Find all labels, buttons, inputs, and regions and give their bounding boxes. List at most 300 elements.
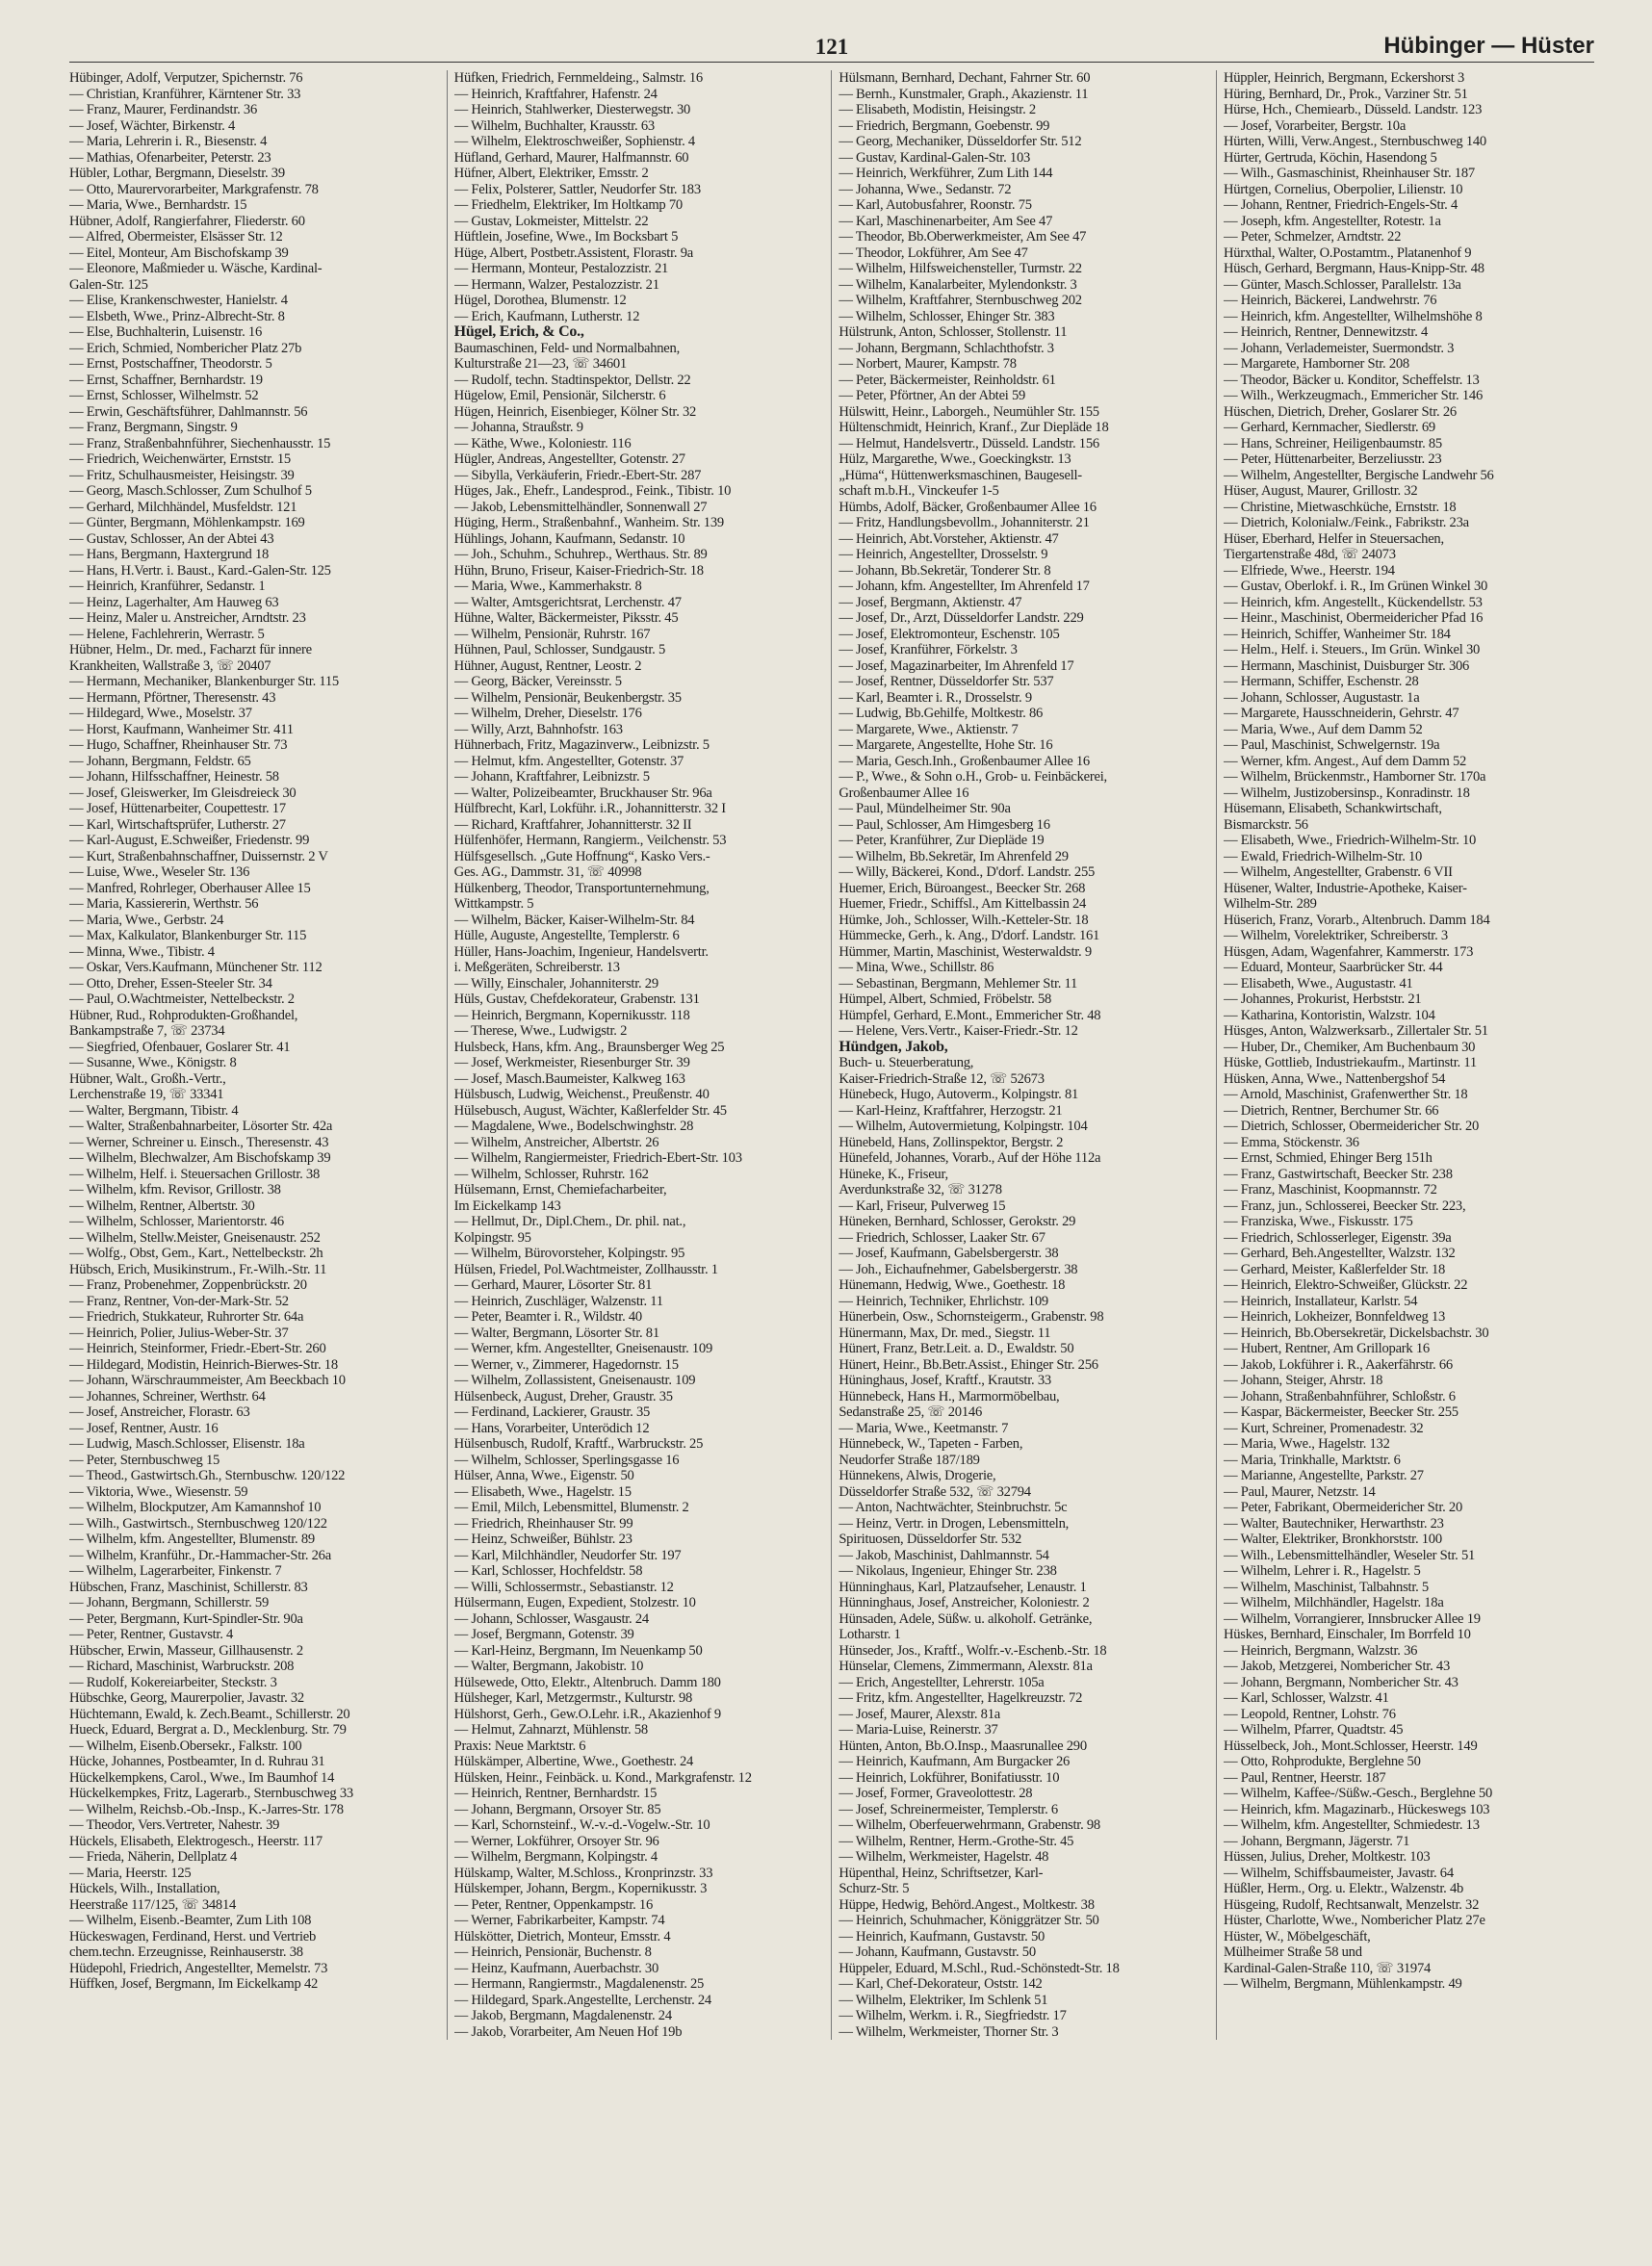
directory-entry: — Joseph, kfm. Angestellter, Rotestr. 1a (1223, 213, 1441, 229)
directory-entry: — Rudolf, techn. Stadtinspektor, Dellstr. 22 (453, 372, 691, 388)
directory-entry: — Wilhelm, Lehrer i. R., Hagelstr. 5 (1223, 1563, 1421, 1579)
directory-entry: Hückels, Wilh., Installation, (69, 1881, 220, 1896)
directory-entry: — Maria, Trinkhalle, Marktstr. 6 (1223, 1452, 1401, 1468)
directory-entry: — Heinz, Schweißer, Bühlstr. 23 (453, 1532, 632, 1547)
directory-entry: — Friedhelm, Elektriker, Im Holtkamp 70 (453, 197, 683, 213)
directory-entry: Hübler, Lothar, Bergmann, Dieselstr. 39 (69, 166, 285, 181)
directory-entry: — Georg, Bäcker, Vereinsstr. 5 (453, 674, 622, 689)
directory-entry: — Johann, kfm. Angestellter, Im Ahrenfeld 17 (839, 579, 1090, 594)
directory-entry: — Hugo, Schaffner, Rheinhauser Str. 73 (69, 737, 288, 753)
directory-entry: — Johann, Bergmann, Orsoyer Str. 85 (453, 1801, 661, 1817)
directory-entry: — Wilhelm, Schlosser, Marientorstr. 46 (69, 1214, 284, 1229)
directory-entry: — Theodor, Vers.Vertreter, Nahestr. 39 (69, 1817, 280, 1833)
directory-entry: — Wilh., Werkzeugmach., Emmericher Str. 146 (1223, 388, 1483, 403)
directory-entry: — Wilhelm, Pensionär, Ruhrstr. 167 (453, 626, 651, 642)
directory-entry: Hülser, Anna, Wwe., Eigenstr. 50 (453, 1468, 634, 1483)
directory-entry: Hübner, Rud., Rohprodukten-Großhandel, (69, 1007, 298, 1023)
directory-entry: Hüsgeing, Rudolf, Rechtsanwalt, Menzelstr. 32 (1223, 1896, 1480, 1913)
directory-entry: — Heinrich, Kaufmann, Am Burgacker 26 (839, 1754, 1071, 1769)
directory-entry: — Gustav, Oberlokf. i. R., Im Grünen Winkel 30 (1223, 579, 1488, 594)
directory-entry: — Theodor, Bb.Oberwerkmeister, Am See 47 (839, 229, 1087, 245)
directory-entry: — Wilhelm, Elektroschweißer, Sophienstr. 4 (453, 134, 695, 149)
directory-entry: — Franz, Maurer, Ferdinandstr. 36 (69, 102, 258, 117)
directory-entry: — Sibylla, Verkäuferin, Friedr.-Ebert-Str. 287 (453, 467, 702, 483)
directory-entry: — Wilhelm, Schiffsbaumeister, Javastr. 64 (1223, 1865, 1454, 1881)
directory-entry: — Wilhelm, Kraftfahrer, Sternbuschweg 202 (839, 293, 1082, 308)
directory-entry: Hülsenbusch, Rudolf, Kraftf., Warbruckstr. 25 (453, 1436, 704, 1452)
directory-entry: — Arnold, Maschinist, Grafenwerther Str. 18 (1223, 1087, 1468, 1102)
directory-entry: Hünten, Anton, Bb.O.Insp., Maasrunallee 290 (839, 1738, 1087, 1754)
directory-entry: Hüsch, Gerhard, Bergmann, Haus-Knipp-Str. 48 (1223, 261, 1484, 276)
directory-entry: — Peter, Bergmann, Kurt-Spindler-Str. 90a (69, 1610, 303, 1627)
directory-entry: Hülfsgesellsch. „Gute Hoffnung“, Kasko Vers.- (453, 848, 710, 864)
directory-entry: — Willi, Schlossermstr., Sebastianstr. 12 (453, 1579, 674, 1595)
directory-entry: — Susanne, Wwe., Königstr. 8 (69, 1055, 237, 1070)
directory-entry: Hückelkempkes, Fritz, Lagerarb., Sternbuschweg 33 (69, 1786, 353, 1801)
directory-entry: — Wilhelm, Anstreicher, Albertstr. 26 (453, 1134, 659, 1150)
directory-entry: — Wilhelm, Rentner, Herm.-Grothe-Str. 45 (839, 1833, 1074, 1849)
directory-entry: Hückeswagen, Ferdinand, Herst. und Vertrieb (69, 1928, 317, 1944)
directory-entry: Baumaschinen, Feld- und Normalbahnen, (453, 340, 680, 356)
directory-entry: — Johann, Verlademeister, Suermondstr. 3 (1223, 340, 1455, 356)
directory-entry: — Eitel, Monteur, Am Bischofskamp 39 (69, 245, 289, 261)
directory-entry: Hürten, Willi, Verw.Angest., Sternbuschweg 140 (1223, 134, 1486, 149)
directory-entry: — Heinrich, Bb.Obersekretär, Dickelsbachstr. 30 (1223, 1325, 1489, 1341)
directory-entry: — Paul, Rentner, Heerstr. 187 (1223, 1769, 1386, 1786)
column-divider (831, 70, 832, 2040)
directory-entry: Hültenschmidt, Heinrich, Kranf., Zur Diepläde 18 (839, 420, 1109, 435)
directory-entry: — Josef, Rentner, Austr. 16 (69, 1420, 219, 1436)
directory-entry: — Heinrich, Pensionär, Buchenstr. 8 (453, 1944, 652, 1960)
directory-entry: — Heinrich, Angestellter, Drosselstr. 9 (839, 547, 1048, 562)
directory-entry: Hübschen, Franz, Maschinist, Schillerstr. 83 (69, 1579, 308, 1595)
directory-entry: Bismarckstr. 56 (1223, 816, 1308, 833)
directory-entry: Hümpel, Albert, Schmied, Fröbelstr. 58 (839, 991, 1052, 1007)
directory-entry: — Georg, Masch.Schlosser, Zum Schulhof 5 (69, 483, 312, 499)
directory-entry: — Wolfg., Obst, Gem., Kart., Nettelbeckstr. 2h (69, 1246, 323, 1261)
directory-entry: — Wilhelm, Bäcker, Kaiser-Wilhelm-Str. 84 (453, 912, 695, 928)
directory-entry: — Johann, Schlosser, Wasgaustr. 24 (453, 1610, 649, 1627)
directory-entry: — Wilhelm, Milchhändler, Hagelstr. 18a (1223, 1595, 1444, 1610)
directory-entry: Hüring, Bernhard, Dr., Prok., Varziner Str. 51 (1223, 86, 1468, 102)
directory-entry: Hülfbrecht, Karl, Lokführ. i.R., Johannitterstr. 32 I (453, 801, 726, 816)
directory-entry: — Werner, kfm. Angestellter, Gneisenaustr. 109 (453, 1341, 713, 1356)
directory-entry: — Wilhelm, Angestellter, Grabenstr. 6 VII (1223, 864, 1453, 880)
directory-entry: — Karl, Milchhändler, Neudorfer Str. 197 (453, 1547, 682, 1563)
directory-entry: — Josef, Maurer, Alexstr. 81a (839, 1706, 1000, 1722)
directory-entry: — Heinrich, Lokführer, Bonifatiusstr. 10 (839, 1769, 1060, 1786)
directory-entry: Hüppeler, Eduard, M.Schl., Rud.-Schönstedt-Str. 18 (839, 1960, 1120, 1976)
directory-entry: Schurz-Str. 5 (839, 1881, 910, 1896)
directory-entry: — Richard, Kraftfahrer, Johannitterstr. 32 II (453, 816, 692, 833)
directory-entry: — Walter, Bergmann, Jakobistr. 10 (453, 1659, 644, 1674)
directory-entry: — Manfred, Rohrleger, Oberhauser Allee 15 (69, 880, 311, 896)
directory-entry: Hündgen, Jakob, (839, 1039, 948, 1055)
directory-entry: — Gerhard, Milchhändel, Musfeldstr. 121 (69, 499, 297, 515)
directory-entry: Sedanstraße 25, ☏ 20146 (839, 1404, 982, 1420)
directory-entry: — Karl, Wirtschaftsprüfer, Lutherstr. 27 (69, 816, 286, 833)
directory-entry: chem.techn. Erzeugnisse, Reinhauserstr. 38 (69, 1944, 303, 1960)
directory-entry: Hünert, Franz, Betr.Leit. a. D., Ewaldstr. 50 (839, 1341, 1074, 1356)
directory-entry: Hüserich, Franz, Vorarb., Altenbruch. Damm 184 (1223, 912, 1490, 928)
directory-entry: — Emil, Milch, Lebensmittel, Blumenstr. 2 (453, 1500, 689, 1515)
directory-entry: — Franz, Rentner, Von-der-Mark-Str. 52 (69, 1293, 289, 1309)
directory-entry: — Hans, H.Vertr. i. Baust., Kard.-Galen-Str. 125 (69, 562, 331, 579)
directory-entry: — Wilhelm, Stellw.Meister, Gneisenaustr. 252 (69, 1229, 321, 1246)
directory-entry: — Wilhelm, Werkmeister, Thorner Str. 3 (839, 2023, 1059, 2040)
directory-entry: — Heinrich, Kranführer, Sedanstr. 1 (69, 579, 266, 594)
directory-entry: Hügel, Erich, & Co., (453, 324, 584, 340)
directory-entry: Hüffken, Josef, Bergmann, Im Eickelkamp 42 (69, 1976, 319, 1992)
directory-entry: — Huber, Dr., Chemiker, Am Buchenbaum 30 (1223, 1039, 1476, 1055)
directory-entry: Hürse, Hch., Chemiearb., Düsseld. Landstr. 123 (1223, 102, 1483, 117)
directory-entry: — Karl, Maschinenarbeiter, Am See 47 (839, 213, 1053, 229)
directory-entry: — Hubert, Rentner, Am Grillopark 16 (1223, 1341, 1430, 1356)
directory-entry: Großenbaumer Allee 16 (839, 785, 969, 801)
directory-entry: — Wilhelm, Schlosser, Sperlingsgasse 16 (453, 1452, 680, 1468)
directory-entry: — Wilhelm, Buchhalter, Krausstr. 63 (453, 117, 655, 134)
directory-entry: — Otto, Rohprodukte, Berglehne 50 (1223, 1754, 1421, 1769)
directory-entry: — Siegfried, Ofenbauer, Goslarer Str. 41 (69, 1039, 291, 1055)
directory-entry: — Erich, Kaufmann, Lutherstr. 12 (453, 308, 640, 324)
directory-entry: — Elfriede, Wwe., Heerstr. 194 (1223, 562, 1395, 579)
directory-entry: Hülsermann, Eugen, Expedient, Stolzestr. 10 (453, 1595, 696, 1610)
directory-entry: Hünselar, Clemens, Zimmermann, Alexstr. 81a (839, 1659, 1093, 1674)
directory-entry: — Gustav, Lokmeister, Mittelstr. 22 (453, 213, 649, 229)
directory-entry: — Emma, Stöckenstr. 36 (1223, 1134, 1359, 1150)
directory-entry: — Peter, Kranführer, Zur Diepläde 19 (839, 833, 1045, 848)
directory-entry: Hülswitt, Heinr., Laborgeh., Neumühler Str. 155 (839, 403, 1099, 420)
directory-entry: — Maria, Wwe., Auf dem Damm 52 (1223, 721, 1423, 737)
directory-entry: — P., Wwe., & Sohn o.H., Grob- u. Feinbäckerei, (839, 769, 1107, 785)
directory-entry: — Gustav, Schlosser, An der Abtei 43 (69, 530, 274, 547)
directory-entry: Hülsbusch, Ludwig, Weichenst., Preußenstr. 40 (453, 1087, 710, 1102)
directory-entry: Krankheiten, Wallstraße 3, ☏ 20407 (69, 657, 271, 674)
directory-entry: Hülkenberg, Theodor, Transportunternehmung, (453, 880, 710, 896)
directory-entry: — Maria, Heerstr. 125 (69, 1865, 192, 1881)
directory-entry: — Peter, Schmelzer, Arndtstr. 22 (1223, 229, 1402, 245)
directory-entry: Hülstrunk, Anton, Schlosser, Stollenstr. 11 (839, 324, 1068, 340)
directory-entry: — Maria, Kassiererin, Werthstr. 56 (69, 896, 259, 912)
directory-entry: Hübscher, Erwin, Masseur, Gillhausenstr. 2 (69, 1642, 303, 1659)
directory-entry: Praxis: Neue Marktstr. 6 (453, 1738, 586, 1754)
directory-entry: — Heinrich, Polier, Julius-Weber-Str. 37 (69, 1325, 289, 1341)
directory-entry: — Elisabeth, Wwe., Friedrich-Wilhelm-Str. 10 (1223, 833, 1477, 848)
directory-entry: — Heinrich, Steinformer, Friedr.-Ebert-Str. 260 (69, 1341, 326, 1356)
directory-entry: — Wilhelm, Oberfeuerwehrmann, Grabenstr. 98 (839, 1817, 1100, 1833)
directory-entry: schaft m.b.H., Vinckeufer 1-5 (839, 483, 999, 499)
directory-entry: Hülskötter, Dietrich, Monteur, Emsstr. 4 (453, 1928, 671, 1944)
directory-entry: — Richard, Maschinist, Warbruckstr. 208 (69, 1659, 295, 1674)
directory-entry: — Heinrich, Bäckerei, Landwehrstr. 76 (1223, 293, 1437, 308)
directory-entry: Kolpingstr. 95 (453, 1229, 531, 1246)
directory-entry: — Josef, Dr., Arzt, Düsseldorfer Landstr. 229 (839, 610, 1084, 626)
directory-entry: Galen-Str. 125 (69, 276, 148, 293)
directory-entry: — Gustav, Kardinal-Galen-Str. 103 (839, 149, 1031, 166)
directory-entry: — Anton, Nachtwächter, Steinbruchstr. 5c (839, 1500, 1068, 1515)
directory-entry: Hülsheger, Karl, Metzgermstr., Kulturstr. 98 (453, 1690, 693, 1706)
directory-entry: Hüppe, Hedwig, Behörd.Angest., Moltkestr. 38 (839, 1896, 1095, 1913)
directory-entry: Hücke, Johannes, Postbeamter, In d. Ruhrau 31 (69, 1754, 325, 1769)
directory-entry: — Wilhelm, Schlosser, Ehinger Str. 383 (839, 308, 1055, 324)
directory-entry: — Friedrich, Schlosserleger, Eigenstr. 39a (1223, 1229, 1452, 1246)
directory-entry: — Johannes, Prokurist, Herbststr. 21 (1223, 991, 1422, 1007)
directory-entry: — Wilhelm, Eisenb.-Beamter, Zum Lith 108 (69, 1913, 312, 1928)
directory-entry: — Otto, Dreher, Essen-Steeler Str. 34 (69, 975, 272, 991)
directory-entry: Hülsebusch, August, Wächter, Kaßlerfelder Str. 45 (453, 1102, 727, 1119)
directory-entry: Hülsewede, Otto, Elektr., Altenbruch. Damm 180 (453, 1674, 721, 1690)
directory-entry: — Wilhelm, Rentner, Albertstr. 30 (69, 1197, 255, 1214)
directory-entry: — Käthe, Wwe., Koloniestr. 116 (453, 435, 632, 451)
directory-entry: — Wilh., Gasmaschinist, Rheinhauser Str. 187 (1223, 166, 1475, 181)
directory-entry: — Erwin, Geschäftsführer, Dahlmannstr. 56 (69, 403, 308, 420)
directory-entry: — Johann, Bergmann, Feldstr. 65 (69, 753, 251, 769)
directory-entry: Hülskamp, Walter, M.Schloss., Kronprinzstr. 33 (453, 1865, 713, 1881)
directory-entry: — Karl, Schlosser, Walzstr. 41 (1223, 1690, 1389, 1706)
directory-entry: Hülsenbeck, August, Dreher, Graustr. 35 (453, 1388, 673, 1404)
directory-entry: — Maria, Wwe., Hagelstr. 132 (1223, 1436, 1390, 1452)
directory-entry: — Wilhelm, Autovermietung, Kolpingstr. 104 (839, 1119, 1088, 1134)
directory-entry: — Wilhelm, Helf. i. Steuersachen Grillostr. 38 (69, 1166, 321, 1182)
directory-entry: Hünert, Heinr., Bb.Betr.Assist., Ehinger Str. 256 (839, 1356, 1098, 1373)
directory-entry: — Else, Buchhalterin, Luisenstr. 16 (69, 324, 262, 340)
directory-entry: — Heinrich, Zuschläger, Walzenstr. 11 (453, 1293, 663, 1309)
directory-entry: — Margarete, Angestellte, Hohe Str. 16 (839, 737, 1053, 753)
directory-entry: — Theodor, Bäcker u. Konditor, Scheffelstr. 13 (1223, 372, 1480, 388)
directory-entry: — Werner, Fabrikarbeiter, Kampstr. 74 (453, 1913, 665, 1928)
directory-entry: Ges. AG., Dammstr. 31, ☏ 40998 (453, 864, 642, 880)
directory-entry: Hühn, Bruno, Friseur, Kaiser-Friedrich-Str. 18 (453, 562, 704, 579)
directory-entry: — Wilhelm, Hilfsweichensteller, Turmstr. 22 (839, 261, 1082, 276)
directory-entry: — Wilhelm, Bürovorsteher, Kolpingstr. 95 (453, 1246, 685, 1261)
directory-entry: — Heinrich, Schuhmacher, Königgrätzer Str. 50 (839, 1913, 1099, 1928)
directory-entry: Hünninghaus, Karl, Platzaufseher, Lenaustr. 1 (839, 1579, 1087, 1595)
directory-entry: — Wilhelm, Justizobersinsp., Konradinstr. 18 (1223, 785, 1470, 801)
directory-entry: Hüsgen, Adam, Wagenfahrer, Kammerstr. 173 (1223, 943, 1474, 960)
directory-entry: — Mina, Wwe., Schillstr. 86 (839, 960, 994, 975)
directory-entry: — Heinrich, Stahlwerker, Diesterwegstr. 30 (453, 102, 691, 117)
directory-entry: — Heinrich, Rentner, Dennewitzstr. 4 (1223, 324, 1429, 340)
directory-entry: — Friedrich, Schlosser, Laaker Str. 67 (839, 1229, 1045, 1246)
directory-entry: Hümbs, Adolf, Bäcker, Großenbaumer Allee 16 (839, 499, 1097, 515)
directory-entry: — Hildegard, Modistin, Heinrich-Bierwes-Str. 18 (69, 1356, 338, 1373)
directory-entry: — Friedrich, Bergmann, Goebenstr. 99 (839, 117, 1050, 134)
directory-entry: — Jakob, Bergmann, Magdalenenstr. 24 (453, 2008, 672, 2023)
directory-entry: — Hellmut, Dr., Dipl.Chem., Dr. phil. nat., (453, 1214, 686, 1229)
directory-entry: — Wilhelm, Werkmeister, Hagelstr. 48 (839, 1849, 1049, 1865)
directory-entry: Hückelkempkens, Carol., Wwe., Im Baumhof 14 (69, 1769, 335, 1786)
directory-entry: — Josef, Anstreicher, Florastr. 63 (69, 1404, 250, 1420)
directory-entry: Hüsemann, Elisabeth, Schankwirtschaft, (1223, 801, 1442, 816)
directory-entry: Im Eickelkamp 143 (453, 1197, 561, 1214)
directory-entry: Hüske, Gottlieb, Industriekaufm., Martinstr. 11 (1223, 1055, 1477, 1070)
directory-entry: — Ernst, Schmied, Ehinger Berg 151h (1223, 1150, 1433, 1166)
directory-entry: — Jakob, Metzgerei, Nombericher Str. 43 (1223, 1659, 1451, 1674)
directory-entry: Hübner, Helm., Dr. med., Facharzt für innere (69, 642, 312, 657)
directory-entry: — Walter, Amtsgerichtsrat, Lerchenstr. 47 (453, 594, 682, 610)
directory-entry: — Hermann, Pförtner, Theresenstr. 43 (69, 689, 276, 706)
directory-entry: Hübner, Walt., Großh.-Vertr., (69, 1070, 226, 1087)
directory-entry: — Hildegard, Wwe., Moselstr. 37 (69, 706, 252, 721)
directory-entry: — Josef, Former, Graveolottestr. 28 (839, 1786, 1033, 1801)
directory-entry: — Gerhard, Beh.Angestellter, Walzstr. 132 (1223, 1246, 1456, 1261)
directory-entry: Hügen, Heinrich, Eisenbieger, Kölner Str. 32 (453, 403, 697, 420)
directory-entry: — Josef, Bergmann, Gotenstr. 39 (453, 1627, 634, 1642)
directory-entry: — Karl, Autobusfahrer, Roonstr. 75 (839, 197, 1032, 213)
directory-entry: — Peter, Rentner, Gustavstr. 4 (69, 1627, 234, 1642)
directory-entry: — Theod., Gastwirtsch.Gh., Sternbuschw. 120/122 (69, 1468, 346, 1483)
directory-entry: — Hermann, Rangiermstr., Magdalenenstr. 25 (453, 1976, 705, 1992)
column-2 (454, 70, 825, 2040)
directory-entry: — Ludwig, Masch.Schlosser, Elisenstr. 18a (69, 1436, 305, 1452)
directory-entry: — Heinrich, kfm. Magazinarb., Hückeswegs 103 (1223, 1801, 1490, 1817)
directory-entry: Hüsges, Anton, Walzwerksarb., Zillertaler Str. 51 (1223, 1023, 1488, 1039)
directory-entry: — Wilhelm, Pfarrer, Quadtstr. 45 (1223, 1722, 1404, 1738)
directory-entry: — Johann, Bergmann, Jägerstr. 71 (1223, 1833, 1410, 1849)
directory-entry: — Wilhelm, kfm. Angestellter, Blumenstr. 89 (69, 1532, 315, 1547)
directory-entry: Heerstraße 117/125, ☏ 34814 (69, 1896, 237, 1913)
directory-entry: Lerchenstraße 19, ☏ 33341 (69, 1087, 224, 1102)
directory-entry: — Wilhelm, Maschinist, Talbahnstr. 5 (1223, 1579, 1429, 1595)
directory-entry: Hügelow, Emil, Pensionär, Silcherstr. 6 (453, 388, 666, 403)
directory-entry: — Walter, Polizeibeamter, Bruckhauser Str. 96a (453, 785, 712, 801)
directory-entry: — Johann, Bergmann, Nombericher Str. 43 (1223, 1674, 1458, 1690)
directory-entry: Buch- u. Steuerberatung, (839, 1055, 974, 1070)
directory-entry: — Johann, Kraftfahrer, Leibnizstr. 5 (453, 769, 650, 785)
directory-entry: Hünseder, Jos., Kraftf., Wolfr.-v.-Eschenb.-Str. 18 (839, 1642, 1107, 1659)
directory-entry: — Wilhelm, Kaffee-/Süßw.-Gesch., Berglehne 50 (1223, 1786, 1492, 1801)
directory-entry: — Karl, Beamter i. R., Drosselstr. 9 (839, 689, 1032, 706)
directory-entry: Hüser, August, Maurer, Grillostr. 32 (1223, 483, 1418, 499)
directory-entry: Hüschen, Dietrich, Dreher, Goslarer Str. 26 (1223, 403, 1457, 420)
directory-entry: — Willy, Einschaler, Johanniterstr. 29 (453, 975, 658, 991)
directory-entry: — Wilhelm, Kranführ., Dr.-Hammacher-Str. 26a (69, 1547, 331, 1563)
directory-entry: — Josef, Kranführer, Förkelstr. 3 (839, 642, 1018, 657)
directory-entry: — Alfred, Obermeister, Elsässer Str. 12 (69, 229, 283, 245)
directory-entry: Hüge, Albert, Postbetr.Assistent, Florastr. 9a (453, 245, 693, 261)
directory-entry: Hümmer, Martin, Maschinist, Westerwaldstr. 9 (839, 943, 1092, 960)
directory-entry: — Minna, Wwe., Tibistr. 4 (69, 943, 215, 960)
column-3 (839, 70, 1209, 2040)
directory-entry: — Wilhelm, kfm. Angestellter, Schmiedestr. 13 (1223, 1817, 1480, 1833)
directory-entry: — Wilhelm, Eisenb.Obersekr., Falkstr. 100 (69, 1738, 302, 1754)
directory-entry: — Josef, Werkmeister, Riesenburger Str. 39 (453, 1055, 690, 1070)
directory-entry: — Peter, Hüttenarbeiter, Berzeliusstr. 23 (1223, 451, 1442, 467)
directory-entry: — Günter, Bergmann, Möhlenkampstr. 169 (69, 515, 305, 530)
directory-entry: — Jakob, Maschinist, Dahlmannstr. 54 (839, 1547, 1049, 1563)
directory-entry: — Maria-Luise, Reinerstr. 37 (839, 1722, 998, 1738)
directory-entry: — Jakob, Lebensmittelhändler, Sonnenwall 27 (453, 499, 708, 515)
directory-entry: Hürxthal, Walter, O.Postamtm., Platanenhof 9 (1223, 245, 1472, 261)
directory-entry: — Elise, Krankenschwester, Hanielstr. 4 (69, 293, 288, 308)
directory-entry: Hüging, Herm., Straßenbahnf., Wanheim. Str. 139 (453, 515, 724, 530)
directory-entry: — Ernst, Postschaffner, Theodorstr. 5 (69, 356, 272, 372)
directory-entry: — Walter, Elektriker, Bronkhorststr. 100 (1223, 1532, 1442, 1547)
directory-entry: — Karl, Schornsteinf., W.-v.-d.-Vogelw.-Str. 10 (453, 1817, 710, 1833)
directory-entry: Hüls, Gustav, Chefdekorateur, Grabenstr. 131 (453, 991, 700, 1007)
directory-entry: — Magdalene, Wwe., Bodelschwinghstr. 28 (453, 1119, 694, 1134)
directory-entry: — Peter, Rentner, Oppenkampstr. 16 (453, 1896, 654, 1913)
directory-entry: — Sebastinan, Bergmann, Mehlemer Str. 11 (839, 975, 1078, 991)
directory-entry: — Maria, Wwe., Gerbstr. 24 (69, 912, 224, 928)
directory-entry: Hülfenhöfer, Hermann, Rangierm., Veilchenstr. 53 (453, 833, 727, 848)
directory-entry: — Peter, Sternbuschweg 15 (69, 1452, 220, 1468)
directory-entry: Hüneke, K., Friseur, (839, 1166, 948, 1182)
directory-entry: — Frieda, Näherin, Dellplatz 4 (69, 1849, 238, 1865)
directory-entry: — Erich, Schmied, Nombericher Platz 27b (69, 340, 302, 356)
directory-entry: — Werner, Lokführer, Orsoyer Str. 96 (453, 1833, 659, 1849)
directory-entry: — Wilhelm, Pensionär, Beukenbergstr. 35 (453, 689, 682, 706)
directory-entry: — Werner, kfm. Angest., Auf dem Damm 52 (1223, 753, 1467, 769)
directory-entry: Hulsbeck, Hans, kfm. Ang., Braunsberger Weg 25 (453, 1039, 725, 1055)
directory-entry: — Horst, Kaufmann, Wanheimer Str. 411 (69, 721, 294, 737)
directory-entry: Hühnen, Paul, Schlosser, Sundgaustr. 5 (453, 642, 666, 657)
directory-entry: — Fritz, Schulhausmeister, Heisingstr. 39 (69, 467, 295, 483)
directory-entry: Hüfland, Gerhard, Maurer, Halfmannstr. 60 (453, 149, 689, 166)
directory-entry: — Wilhelm, Blechwalzer, Am Bischofskamp 39 (69, 1150, 331, 1166)
directory-entry: — Heinrich, Kraftfahrer, Hafenstr. 24 (453, 86, 658, 102)
directory-entry: Hünnebeck, Hans H., Marmormöbelbau, (839, 1388, 1060, 1404)
directory-entry: — Willy, Bäckerei, Kond., D'dorf. Landstr. 255 (839, 864, 1096, 880)
directory-entry: Lotharstr. 1 (839, 1627, 901, 1642)
directory-entry: — Johanna, Straußstr. 9 (453, 420, 583, 435)
directory-entry: — Hans, Bergmann, Haxtergrund 18 (69, 547, 270, 562)
directory-entry: Hümke, Joh., Schlosser, Wilh.-Ketteler-Str. 18 (839, 912, 1089, 928)
directory-entry: — Paul, O.Wachtmeister, Nettelbeckstr. 2 (69, 991, 295, 1007)
directory-entry: — Nikolaus, Ingenieur, Ehinger Str. 238 (839, 1563, 1057, 1579)
directory-entry: — Helm., Helf. i. Steuers., Im Grün. Winkel 30 (1223, 642, 1481, 657)
directory-entry: — Paul, Mündelheimer Str. 90a (839, 801, 1011, 816)
directory-entry: — Willy, Arzt, Bahnhofstr. 163 (453, 721, 623, 737)
directory-entry: — Wilhelm, Bergmann, Kolpingstr. 4 (453, 1849, 658, 1865)
directory-entry: — Franz, Straßenbahnführer, Siechenhausstr. 15 (69, 435, 331, 451)
directory-entry: Huemer, Friedr., Schiffsl., Am Kittelbassin 24 (839, 896, 1087, 912)
directory-entry: Hüneken, Bernhard, Schlosser, Gerokstr. 29 (839, 1214, 1076, 1229)
directory-entry: Hüges, Jak., Ehefr., Landesprod., Feink., Tibistr. 10 (453, 483, 732, 499)
directory-entry: — Franz, Bergmann, Singstr. 9 (69, 420, 238, 435)
directory-entry: — Wilhelm, Dreher, Dieselstr. 176 (453, 706, 642, 721)
directory-entry: — Helmut, Zahnarzt, Mühlenstr. 58 (453, 1722, 648, 1738)
directory-entry: — Werner, Schreiner u. Einsch., Theresenstr. 43 (69, 1134, 329, 1150)
directory-entry: — Josef, Masch.Baumeister, Kalkweg 163 (453, 1070, 685, 1087)
directory-entry: — Josef, Rentner, Düsseldorfer Str. 537 (839, 674, 1054, 689)
directory-entry: Hüßler, Herm., Org. u. Elektr., Walzenstr. 4b (1223, 1881, 1464, 1896)
directory-entry: Hüser, Eberhard, Helfer in Steuersachen, (1223, 530, 1444, 547)
column-divider (447, 70, 448, 2040)
directory-entry: Hünebeld, Hans, Zollinspektor, Bergstr. 2 (839, 1134, 1064, 1150)
directory-entry: Hürtgen, Cornelius, Oberpolier, Lilienstr. 10 (1223, 181, 1463, 197)
directory-entry: — Hildegard, Spark.Angestellte, Lerchenstr. 24 (453, 1992, 711, 2008)
directory-entry: Tiergartenstraße 48d, ☏ 24073 (1223, 547, 1396, 562)
directory-entry: — Heinrich, Abt.Vorsteher, Aktienstr. 47 (839, 530, 1059, 547)
directory-entry: — Karl-Heinz, Kraftfahrer, Herzogstr. 21 (839, 1102, 1063, 1119)
directory-entry: Hüssen, Julius, Dreher, Moltkestr. 103 (1223, 1849, 1431, 1865)
directory-entry: Hühnerbach, Fritz, Magazinverw., Leibnizstr. 5 (453, 737, 710, 753)
directory-entry: Hünefeld, Johannes, Vorarb., Auf der Höhe 112a (839, 1150, 1101, 1166)
directory-entry: — Hermann, Walzer, Pestalozzistr. 21 (453, 276, 659, 293)
directory-entry: Hüster, Charlotte, Wwe., Nombericher Platz 27e (1223, 1913, 1485, 1928)
directory-entry: Hünebeck, Hugo, Autoverm., Kolpingstr. 81 (839, 1087, 1079, 1102)
directory-entry: Hülskämper, Albertine, Wwe., Goethestr. 24 (453, 1754, 694, 1769)
directory-entry: — Maria, Lehrerin i. R., Biesenstr. 4 (69, 134, 268, 149)
directory-entry: — Wilhelm, Kanalarbeiter, Mylendonkstr. 3 (839, 276, 1077, 293)
directory-entry: Hüller, Hans-Joachim, Ingenieur, Handelsvertr. (453, 943, 709, 960)
directory-entry: — Felix, Polsterer, Sattler, Neudorfer Str. 183 (453, 181, 701, 197)
directory-entry: — Dietrich, Rentner, Berchumer Str. 66 (1223, 1102, 1439, 1119)
directory-entry: Hückels, Elisabeth, Elektrogesch., Heerstr. 117 (69, 1833, 323, 1849)
directory-entry: — Karl, Friseur, Pulverweg 15 (839, 1197, 1006, 1214)
directory-entry: — Elisabeth, Wwe., Hagelstr. 15 (453, 1483, 632, 1500)
